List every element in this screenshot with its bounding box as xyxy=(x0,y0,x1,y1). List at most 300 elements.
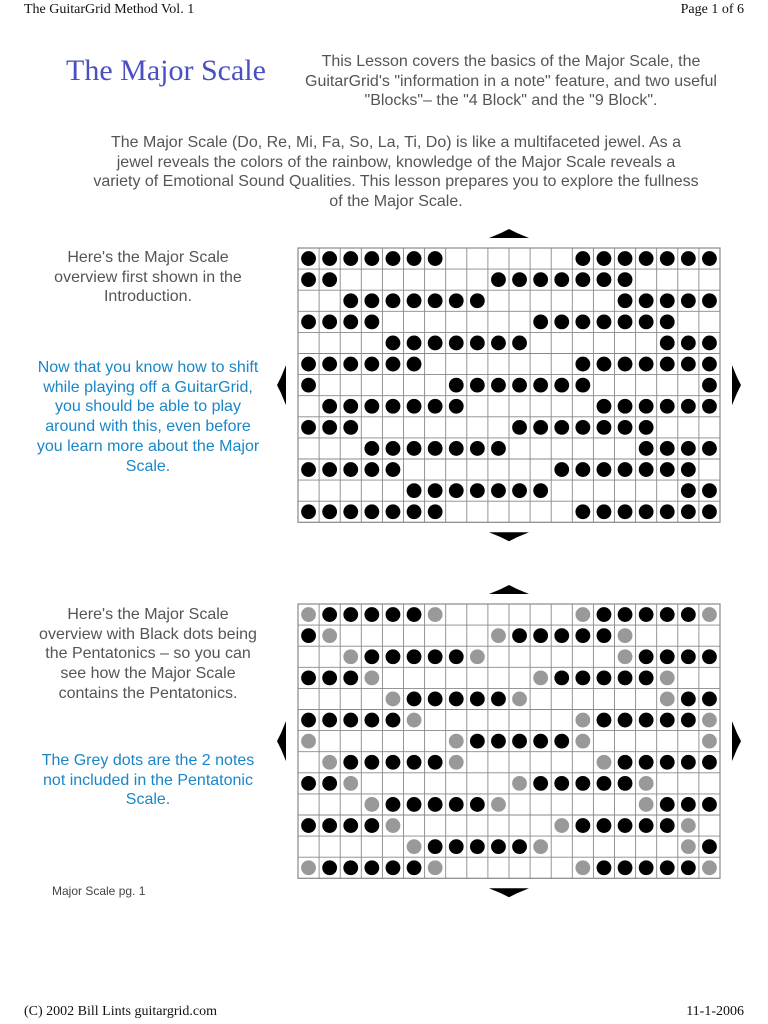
black-note-dot xyxy=(618,251,633,266)
black-note-dot xyxy=(702,441,717,456)
black-note-dot xyxy=(386,860,401,875)
black-note-dot xyxy=(533,378,548,393)
grey-note-dot xyxy=(364,797,379,812)
black-note-dot xyxy=(554,314,569,329)
black-note-dot xyxy=(386,713,401,728)
black-note-dot xyxy=(597,420,612,435)
black-note-dot xyxy=(386,293,401,308)
black-note-dot xyxy=(597,504,612,519)
black-note-dot xyxy=(639,649,654,664)
black-note-dot xyxy=(639,462,654,477)
black-note-dot xyxy=(386,336,401,351)
black-note-dot xyxy=(660,713,675,728)
black-note-dot xyxy=(533,483,548,498)
black-note-dot xyxy=(639,818,654,833)
black-note-dot xyxy=(322,860,337,875)
grey-note-dot xyxy=(301,607,316,622)
black-note-dot xyxy=(301,504,316,519)
black-note-dot xyxy=(681,649,696,664)
section2-highlight: The Grey dots are the 2 notes not included in the Pentatonic Scale. xyxy=(41,752,255,809)
black-note-dot xyxy=(470,734,485,749)
black-note-dot xyxy=(343,504,358,519)
grey-note-dot xyxy=(618,628,633,643)
black-note-dot xyxy=(512,734,527,749)
black-note-dot xyxy=(702,399,717,414)
black-note-dot xyxy=(660,336,675,351)
arrow-right-icon xyxy=(732,721,741,761)
black-note-dot xyxy=(322,314,337,329)
black-note-dot xyxy=(364,357,379,372)
black-note-dot xyxy=(512,272,527,287)
black-note-dot xyxy=(364,462,379,477)
black-note-dot xyxy=(618,462,633,477)
black-note-dot xyxy=(407,860,422,875)
grey-note-dot xyxy=(470,649,485,664)
black-note-dot xyxy=(533,272,548,287)
black-note-dot xyxy=(470,293,485,308)
black-note-dot xyxy=(343,462,358,477)
arrow-down-icon xyxy=(489,888,529,897)
black-note-dot xyxy=(681,251,696,266)
black-note-dot xyxy=(449,649,464,664)
footer-date: 11-1-2006 xyxy=(686,1004,744,1019)
grey-note-dot xyxy=(660,670,675,685)
black-note-dot xyxy=(428,839,443,854)
black-note-dot xyxy=(364,293,379,308)
black-note-dot xyxy=(343,607,358,622)
black-note-dot xyxy=(575,818,590,833)
grey-note-dot xyxy=(449,755,464,770)
black-note-dot xyxy=(575,504,590,519)
black-note-dot xyxy=(533,734,548,749)
black-note-dot xyxy=(343,670,358,685)
black-note-dot xyxy=(449,336,464,351)
black-note-dot xyxy=(322,607,337,622)
black-note-dot xyxy=(364,251,379,266)
black-note-dot xyxy=(301,462,316,477)
black-note-dot xyxy=(618,357,633,372)
black-note-dot xyxy=(554,420,569,435)
black-note-dot xyxy=(364,713,379,728)
black-note-dot xyxy=(512,839,527,854)
black-note-dot xyxy=(660,357,675,372)
black-note-dot xyxy=(428,251,443,266)
black-note-dot xyxy=(512,378,527,393)
black-note-dot xyxy=(364,818,379,833)
grey-note-dot xyxy=(386,818,401,833)
black-note-dot xyxy=(681,607,696,622)
black-note-dot xyxy=(575,272,590,287)
black-note-dot xyxy=(407,357,422,372)
black-note-dot xyxy=(702,378,717,393)
black-note-dot xyxy=(554,628,569,643)
black-note-dot xyxy=(386,462,401,477)
black-note-dot xyxy=(301,251,316,266)
black-note-dot xyxy=(639,670,654,685)
black-note-dot xyxy=(322,776,337,791)
black-note-dot xyxy=(322,713,337,728)
black-note-dot xyxy=(702,692,717,707)
black-note-dot xyxy=(681,504,696,519)
grey-note-dot xyxy=(575,713,590,728)
black-note-dot xyxy=(449,839,464,854)
black-note-dot xyxy=(702,797,717,812)
black-note-dot xyxy=(407,483,422,498)
black-note-dot xyxy=(660,818,675,833)
black-note-dot xyxy=(470,483,485,498)
grey-note-dot xyxy=(681,818,696,833)
black-note-dot xyxy=(386,399,401,414)
black-note-dot xyxy=(301,357,316,372)
black-note-dot xyxy=(407,755,422,770)
black-note-dot xyxy=(343,818,358,833)
intro-text: This Lesson covers the basics of the Major Scale, the GuitarGrid's "information in a note" feature, and two useful "Blocks"– the "4 Block" and the "9 Block". xyxy=(305,53,717,109)
black-note-dot xyxy=(428,293,443,308)
black-note-dot xyxy=(301,818,316,833)
black-note-dot xyxy=(660,462,675,477)
black-note-dot xyxy=(702,504,717,519)
black-note-dot xyxy=(597,399,612,414)
black-note-dot xyxy=(512,336,527,351)
black-note-dot xyxy=(639,293,654,308)
black-note-dot xyxy=(343,713,358,728)
black-note-dot xyxy=(660,293,675,308)
black-note-dot xyxy=(575,776,590,791)
black-note-dot xyxy=(618,860,633,875)
black-note-dot xyxy=(428,336,443,351)
grey-note-dot xyxy=(702,860,717,875)
header-page-number: Page 1 of 6 xyxy=(680,2,744,17)
black-note-dot xyxy=(364,607,379,622)
black-note-dot xyxy=(449,378,464,393)
black-note-dot xyxy=(301,420,316,435)
black-note-dot xyxy=(470,378,485,393)
grey-note-dot xyxy=(301,734,316,749)
black-note-dot xyxy=(618,314,633,329)
black-note-dot xyxy=(407,649,422,664)
black-note-dot xyxy=(660,314,675,329)
black-note-dot xyxy=(428,649,443,664)
black-note-dot xyxy=(639,420,654,435)
black-note-dot xyxy=(364,399,379,414)
black-note-dot xyxy=(533,776,548,791)
grey-note-dot xyxy=(322,628,337,643)
black-note-dot xyxy=(407,399,422,414)
black-note-dot xyxy=(364,314,379,329)
black-note-dot xyxy=(449,441,464,456)
arrow-up-icon xyxy=(489,585,529,594)
black-note-dot xyxy=(470,839,485,854)
black-note-dot xyxy=(639,755,654,770)
header-left: The GuitarGrid Method Vol. 1 xyxy=(24,2,195,17)
black-note-dot xyxy=(597,272,612,287)
black-note-dot xyxy=(597,713,612,728)
black-note-dot xyxy=(491,441,506,456)
black-note-dot xyxy=(702,839,717,854)
black-note-dot xyxy=(554,734,569,749)
black-note-dot xyxy=(660,441,675,456)
grey-note-dot xyxy=(407,839,422,854)
black-note-dot xyxy=(702,293,717,308)
arrow-left-icon xyxy=(277,721,286,761)
grey-note-dot xyxy=(554,818,569,833)
black-note-dot xyxy=(386,251,401,266)
black-note-dot xyxy=(470,692,485,707)
black-note-dot xyxy=(575,314,590,329)
black-note-dot xyxy=(681,441,696,456)
grey-note-dot xyxy=(702,607,717,622)
black-note-dot xyxy=(343,293,358,308)
black-note-dot xyxy=(364,504,379,519)
black-note-dot xyxy=(512,483,527,498)
black-note-dot xyxy=(597,860,612,875)
section1-text: Here's the Major Scale overview first shown in the Introduction. xyxy=(54,249,242,306)
black-note-dot xyxy=(618,293,633,308)
black-note-dot xyxy=(660,860,675,875)
major-scale-grid xyxy=(276,222,762,570)
grey-note-dot xyxy=(428,860,443,875)
black-note-dot xyxy=(597,818,612,833)
black-note-dot xyxy=(491,692,506,707)
grey-note-dot xyxy=(575,860,590,875)
pentatonic-overlay-grid xyxy=(276,578,762,926)
black-note-dot xyxy=(681,755,696,770)
arrow-down-icon xyxy=(489,532,529,541)
black-note-dot xyxy=(343,357,358,372)
black-note-dot xyxy=(407,504,422,519)
black-note-dot xyxy=(491,378,506,393)
black-note-dot xyxy=(660,399,675,414)
black-note-dot xyxy=(449,293,464,308)
black-note-dot xyxy=(470,336,485,351)
major-scale-paragraph: The Major Scale (Do, Re, Mi, Fa, So, La, Ti, Do) is like a multifaceted jewel. As a jewel reveals the colors of the rainbow, knowledge of the Major Scale reveals a variety of Emotional Sound Qualities. This lesson prepares you to explore the fullness of the Major Scale. xyxy=(93,134,699,210)
black-note-dot xyxy=(512,420,527,435)
black-note-dot xyxy=(343,420,358,435)
black-note-dot xyxy=(533,628,548,643)
black-note-dot xyxy=(681,336,696,351)
black-note-dot xyxy=(554,776,569,791)
black-note-dot xyxy=(428,755,443,770)
black-note-dot xyxy=(364,755,379,770)
black-note-dot xyxy=(512,628,527,643)
grey-note-dot xyxy=(533,839,548,854)
black-note-dot xyxy=(575,357,590,372)
grey-note-dot xyxy=(364,670,379,685)
black-note-dot xyxy=(301,628,316,643)
black-note-dot xyxy=(681,713,696,728)
black-note-dot xyxy=(470,797,485,812)
grey-note-dot xyxy=(512,692,527,707)
black-note-dot xyxy=(428,797,443,812)
arrow-right-icon xyxy=(732,365,741,405)
black-note-dot xyxy=(681,462,696,477)
black-note-dot xyxy=(702,649,717,664)
black-note-dot xyxy=(449,797,464,812)
black-note-dot xyxy=(639,251,654,266)
black-note-dot xyxy=(575,420,590,435)
grey-note-dot xyxy=(618,649,633,664)
arrow-left-icon xyxy=(277,365,286,405)
black-note-dot xyxy=(618,713,633,728)
grey-note-dot xyxy=(702,713,717,728)
black-note-dot xyxy=(702,755,717,770)
black-note-dot xyxy=(639,357,654,372)
black-note-dot xyxy=(322,462,337,477)
black-note-dot xyxy=(618,755,633,770)
black-note-dot xyxy=(343,399,358,414)
grey-note-dot xyxy=(575,607,590,622)
black-note-dot xyxy=(343,251,358,266)
black-note-dot xyxy=(660,649,675,664)
black-note-dot xyxy=(618,272,633,287)
grey-note-dot xyxy=(702,734,717,749)
black-note-dot xyxy=(301,272,316,287)
grey-note-dot xyxy=(386,692,401,707)
black-note-dot xyxy=(386,504,401,519)
black-note-dot xyxy=(618,504,633,519)
black-note-dot xyxy=(681,357,696,372)
grey-note-dot xyxy=(597,755,612,770)
black-note-dot xyxy=(660,251,675,266)
grey-note-dot xyxy=(491,797,506,812)
black-note-dot xyxy=(301,378,316,393)
black-note-dot xyxy=(681,399,696,414)
black-note-dot xyxy=(491,336,506,351)
black-note-dot xyxy=(301,776,316,791)
black-note-dot xyxy=(554,670,569,685)
black-note-dot xyxy=(554,462,569,477)
black-note-dot xyxy=(491,483,506,498)
black-note-dot xyxy=(491,839,506,854)
black-note-dot xyxy=(322,399,337,414)
black-note-dot xyxy=(618,776,633,791)
black-note-dot xyxy=(639,399,654,414)
grey-note-dot xyxy=(322,755,337,770)
black-note-dot xyxy=(702,251,717,266)
black-note-dot xyxy=(449,692,464,707)
black-note-dot xyxy=(681,293,696,308)
black-note-dot xyxy=(533,420,548,435)
black-note-dot xyxy=(386,649,401,664)
black-note-dot xyxy=(322,504,337,519)
black-note-dot xyxy=(639,713,654,728)
black-note-dot xyxy=(322,670,337,685)
black-note-dot xyxy=(597,776,612,791)
black-note-dot xyxy=(660,755,675,770)
black-note-dot xyxy=(322,420,337,435)
black-note-dot xyxy=(301,713,316,728)
black-note-dot xyxy=(386,441,401,456)
black-note-dot xyxy=(533,314,548,329)
black-note-dot xyxy=(322,357,337,372)
grey-note-dot xyxy=(533,670,548,685)
black-note-dot xyxy=(491,272,506,287)
black-note-dot xyxy=(660,607,675,622)
black-note-dot xyxy=(428,504,443,519)
black-note-dot xyxy=(407,607,422,622)
black-note-dot xyxy=(554,378,569,393)
black-note-dot xyxy=(660,797,675,812)
black-note-dot xyxy=(597,251,612,266)
black-note-dot xyxy=(386,357,401,372)
grey-note-dot xyxy=(491,628,506,643)
black-note-dot xyxy=(618,818,633,833)
black-note-dot xyxy=(407,692,422,707)
grey-note-dot xyxy=(407,713,422,728)
black-note-dot xyxy=(618,670,633,685)
black-note-dot xyxy=(301,670,316,685)
black-note-dot xyxy=(407,293,422,308)
black-note-dot xyxy=(386,797,401,812)
black-note-dot xyxy=(618,399,633,414)
black-note-dot xyxy=(428,441,443,456)
grey-note-dot xyxy=(343,649,358,664)
black-note-dot xyxy=(597,628,612,643)
grey-note-dot xyxy=(428,607,443,622)
black-note-dot xyxy=(407,251,422,266)
black-note-dot xyxy=(597,670,612,685)
black-note-dot xyxy=(554,272,569,287)
black-note-dot xyxy=(364,860,379,875)
grey-note-dot xyxy=(639,776,654,791)
black-note-dot xyxy=(597,314,612,329)
black-note-dot xyxy=(322,251,337,266)
black-note-dot xyxy=(428,483,443,498)
black-note-dot xyxy=(639,314,654,329)
black-note-dot xyxy=(702,483,717,498)
black-note-dot xyxy=(702,357,717,372)
black-note-dot xyxy=(407,797,422,812)
black-note-dot xyxy=(681,797,696,812)
grey-note-dot xyxy=(512,776,527,791)
black-note-dot xyxy=(407,441,422,456)
footer-copyright: (C) 2002 Bill Lints guitargrid.com xyxy=(24,1004,218,1019)
black-note-dot xyxy=(343,314,358,329)
black-note-dot xyxy=(639,441,654,456)
black-note-dot xyxy=(343,860,358,875)
black-note-dot xyxy=(343,755,358,770)
black-note-dot xyxy=(639,504,654,519)
section2-text: Here's the Major Scale overview with Black dots being the Pentatonics – so you can see how the Major Scale contains the Pentatonics. xyxy=(39,606,257,702)
page-label: Major Scale pg. 1 xyxy=(52,884,146,898)
black-note-dot xyxy=(428,399,443,414)
black-note-dot xyxy=(301,314,316,329)
black-note-dot xyxy=(618,420,633,435)
black-note-dot xyxy=(597,607,612,622)
black-note-dot xyxy=(428,692,443,707)
black-note-dot xyxy=(491,734,506,749)
black-note-dot xyxy=(639,860,654,875)
black-note-dot xyxy=(681,860,696,875)
black-note-dot xyxy=(702,336,717,351)
black-note-dot xyxy=(364,649,379,664)
black-note-dot xyxy=(681,483,696,498)
black-note-dot xyxy=(575,462,590,477)
black-note-dot xyxy=(449,483,464,498)
black-note-dot xyxy=(386,755,401,770)
grey-note-dot xyxy=(449,734,464,749)
black-note-dot xyxy=(407,336,422,351)
black-note-dot xyxy=(597,462,612,477)
black-note-dot xyxy=(575,670,590,685)
black-note-dot xyxy=(449,399,464,414)
black-note-dot xyxy=(575,378,590,393)
grey-note-dot xyxy=(343,776,358,791)
black-note-dot xyxy=(575,251,590,266)
black-note-dot xyxy=(470,441,485,456)
arrow-up-icon xyxy=(489,229,529,238)
black-note-dot xyxy=(681,692,696,707)
